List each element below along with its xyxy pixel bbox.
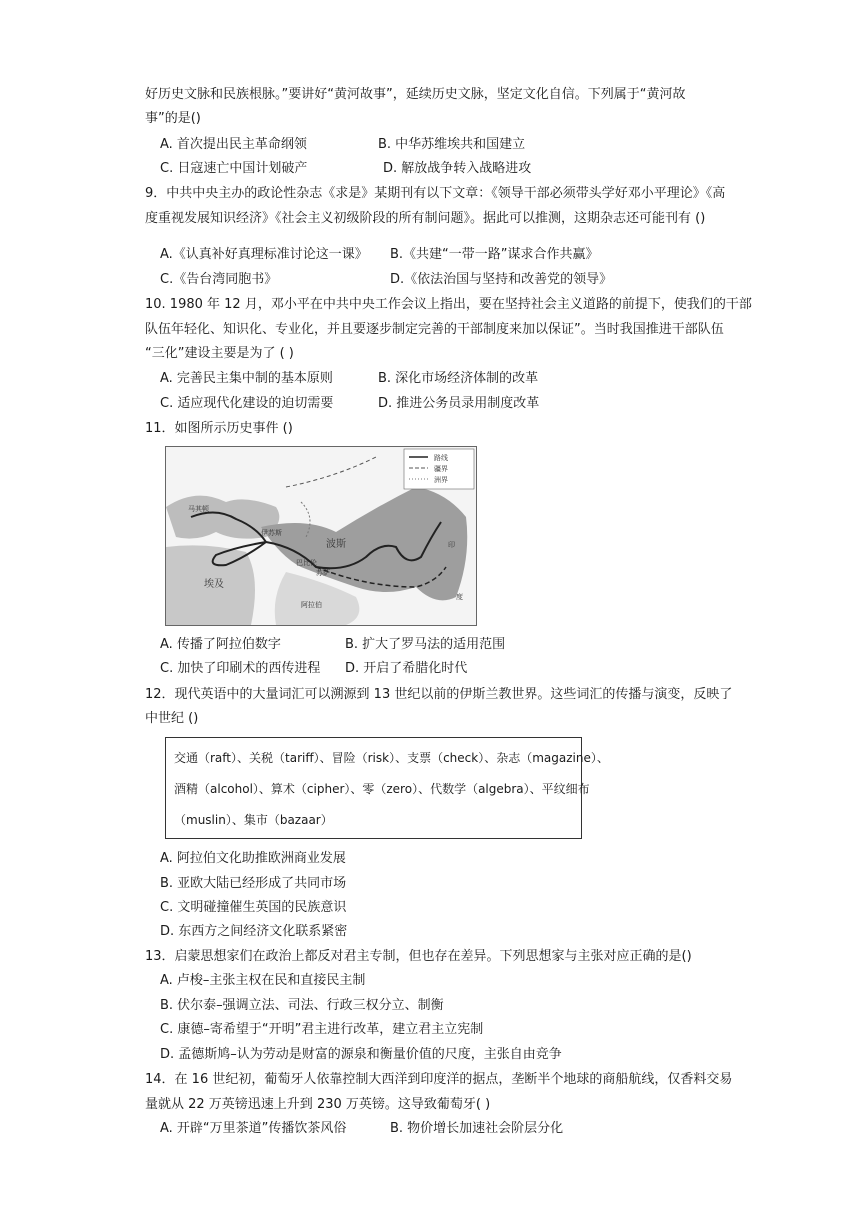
q8-stem-line1: 好历史文脉和民族根脉。”要讲好“黄河故事”，延续历史文脉，坚定文化自信。下列属于“黄河故 (145, 87, 686, 102)
q8-option-b: B. 中华苏维埃共和国建立 (378, 137, 526, 152)
vocab-line3: （muslin）、集市（bazaar） (174, 813, 333, 827)
q8-option-a: A. 首次提出民主革命纲领 (160, 137, 307, 152)
q9-stem-line2: 度重视发展知识经济》《社会主义初级阶段的所有制问题》。据此可以推测，这期杂志还可能刊有 () (145, 211, 706, 226)
q12-option-a: A. 阿拉伯文化助推欧洲商业发展 (160, 851, 346, 866)
q9-option-d: D.《依法治国与坚持和改善党的领导》 (390, 272, 613, 287)
vocab-line1: 交通（raft）、关税（tariff）、冒险（risk）、支票（check）、杂志（magazine）、 (174, 751, 609, 765)
q11-option-b: B. 扩大了罗马法的适用范围 (345, 637, 506, 652)
legend-label-continent: 洲界 (434, 476, 448, 484)
q13-stem: 13．启蒙思想家们在政治上都反对君主专制，但也存在差异。下列思想家与主张对应正确的是() (145, 949, 692, 964)
map-label-macedon: 马其顿 (188, 505, 209, 513)
map-label-issus: 伊苏斯 (261, 529, 282, 537)
q12-option-c: C. 文明碰撞催生英国的民族意识 (160, 900, 347, 915)
q9-option-a: A.《认真补好真理标准讨论这一课》 (160, 247, 368, 262)
q11-stem: 11．如图所示历史事件 () (145, 421, 293, 436)
map-label-arabia: 阿拉伯 (301, 601, 322, 609)
legend-label-border: 疆界 (434, 465, 448, 473)
q12-stem-line1: 12．现代英语中的大量词汇可以溯源到 13 世纪以前的伊斯兰教世界。这些词汇的传播与演变，反映了 (145, 687, 733, 702)
q12-stem-line2: 中世纪 () (145, 711, 199, 726)
vocabulary-box (165, 737, 609, 839)
q13-option-d: D. 孟德斯鸠–认为劳动是财富的源泉和衡量价值的尺度，主张自由竞争 (160, 1047, 562, 1062)
q13-option-a: A. 卢梭–主张主权在民和直接民主制 (160, 973, 366, 988)
q10-option-a: A. 完善民主集中制的基本原则 (160, 371, 333, 386)
q11-option-d: D. 开启了希腊化时代 (345, 661, 468, 676)
q11-option-a: A. 传播了阿拉伯数字 (160, 637, 281, 652)
q11-option-c: C. 加快了印刷术的西传进程 (160, 661, 321, 676)
map-label-india-1: 印 (448, 541, 455, 549)
q10-stem-line3: “三化”建设主要是为了 ( ) (145, 346, 294, 361)
map-svg (166, 447, 476, 625)
q9-stem-line1: 9．中共中央主办的政论性杂志《求是》某期刊有以下文章：《领导干部必须带头学好邓小平理论》《高 (145, 186, 726, 201)
vocab-line2: 酒精（alcohol）、算术（cipher）、零（zero）、代数学（algebra）、平纹细布 (174, 782, 590, 796)
q12-option-b: B. 亚欧大陆已经形成了共同市场 (160, 876, 347, 891)
q13-option-c: C. 康德–寄希望于“开明”君主进行改革，建立君主立宪制 (160, 1022, 484, 1037)
border-line (286, 457, 376, 487)
q10-option-b: B. 深化市场经济体制的改革 (378, 371, 539, 386)
q10-option-c: C. 适应现代化建设的迫切需要 (160, 396, 334, 411)
q14-stem-line1: 14．在 16 世纪初，葡萄牙人依靠控制大西洋到印度洋的据点，垄断半个地球的商船航线，仅香料交易 (145, 1072, 733, 1087)
q10-stem-line1: 10. 1980 年 12 月，邓小平在中共中央工作会议上指出，要在坚持社会主义道路的前提下，使我们的干部 (145, 297, 752, 312)
map-label-india-2: 度 (456, 593, 463, 601)
q8-option-c: C. 日寇速亡中国计划破产 (160, 161, 308, 176)
q8-stem-line2: 事”的是() (145, 111, 201, 126)
q13-option-b: B. 伏尔泰–强调立法、司法、行政三权分立、制衡 (160, 998, 444, 1013)
historical-route-map (165, 446, 477, 626)
map-label-babylon: 巴比伦 (296, 559, 317, 567)
q10-option-d: D. 推进公务员录用制度改革 (378, 396, 540, 411)
legend-label-route: 路线 (434, 454, 448, 462)
q8-option-d: D. 解放战争转入战略进攻 (383, 161, 532, 176)
map-label-susa: 苏萨 (316, 569, 330, 577)
q9-option-c: C.《告台湾同胞书》 (160, 272, 278, 287)
q14-stem-line2: 量就从 22 万英镑迅速上升到 230 万英镑。这导致葡萄牙( ) (145, 1097, 491, 1112)
map-label-persia: 波斯 (326, 539, 346, 550)
q12-option-d: D. 东西方之间经济文化联系紧密 (160, 924, 348, 939)
q9-option-b: B.《共建“一带一路”谋求合作共赢》 (390, 247, 599, 262)
q14-option-b: B. 物价增长加速社会阶层分化 (390, 1121, 564, 1136)
q10-stem-line2: 队伍年轻化、知识化、专业化，并且要逐步制定完善的干部制度来加以保证”。当时我国推进干部队伍 (145, 322, 724, 337)
map-label-egypt: 埃及 (204, 579, 224, 590)
q14-option-a: A. 开辟“万里茶道”传播饮茶风俗 (160, 1121, 347, 1136)
